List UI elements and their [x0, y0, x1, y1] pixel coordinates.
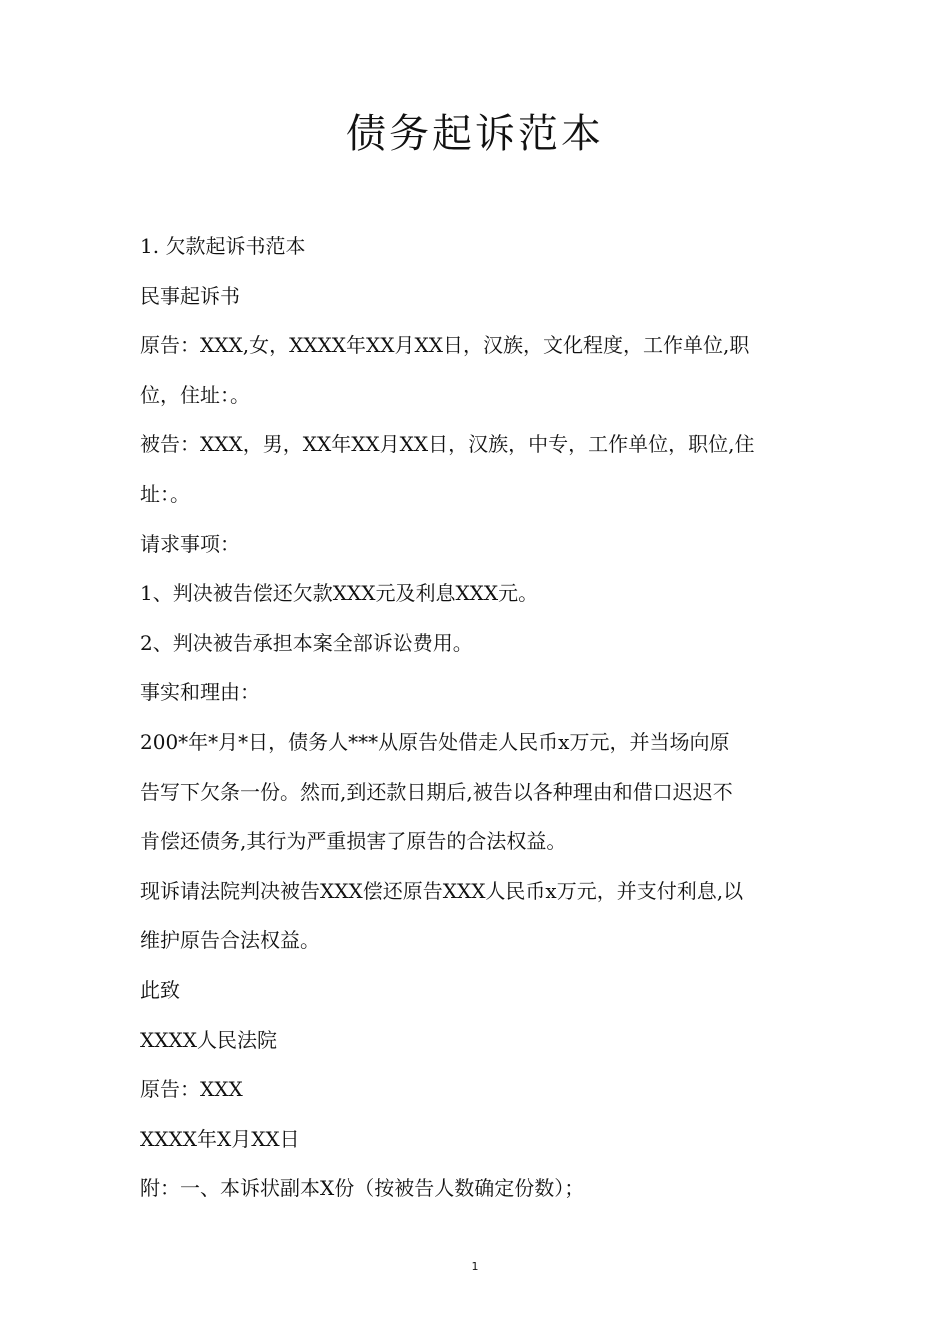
facts-line-1: 200*年*月*日，债务人***从原告处借走人民币x万元，并当场向原 — [140, 729, 730, 754]
facts-line-2: 告写下欠条一份。然而,到还款日期后,被告以各种理由和借口迟迟不 — [140, 779, 733, 804]
claim-item-2: 2、判决被告承担本案全部诉讼费用。 — [140, 630, 473, 655]
court-name: XXXX人民法院 — [140, 1027, 277, 1052]
request-line-2: 维护原告合法权益。 — [140, 928, 320, 953]
plaintiff-info-line-2: 位，住址：。 — [140, 382, 250, 407]
claim-item-1: 1、判决被告偿还欠款XXX元及利息XXX元。 — [140, 581, 539, 606]
salutation: 此致 — [140, 977, 180, 1002]
claims-heading: 请求事项： — [140, 531, 240, 556]
attachment-line: 附：一、本诉状副本X份（按被告人数确定份数）； — [140, 1176, 585, 1201]
facts-heading: 事实和理由： — [140, 680, 260, 705]
request-line-1: 现诉请法院判决被告XXX偿还原告XXX人民币x万元，并支付利息,以 — [140, 878, 744, 903]
section-heading: 1. 欠款起诉书范本 — [140, 234, 306, 258]
page-number: 1 — [471, 1260, 479, 1273]
complaint-type: 民事起诉书 — [140, 283, 240, 308]
document-title: 债务起诉范本 — [346, 111, 604, 157]
plaintiff-signature: 原告：XXX — [140, 1077, 243, 1102]
filing-date: XXXX年X月XX日 — [140, 1126, 300, 1151]
defendant-info-line-2: 址：。 — [140, 481, 190, 506]
document-body — [140, 222, 820, 1214]
plaintiff-info-line-1: 原告：XXX,女，XXXX年XX月XX日，汉族，文化程度，工作单位,职 — [140, 333, 750, 358]
defendant-info-line-1: 被告：XXX，男，XX年XX月XX日，汉族，中专，工作单位，职位,住 — [140, 432, 755, 457]
facts-line-3: 肯偿还债务,其行为严重损害了原告的合法权益。 — [140, 829, 567, 854]
